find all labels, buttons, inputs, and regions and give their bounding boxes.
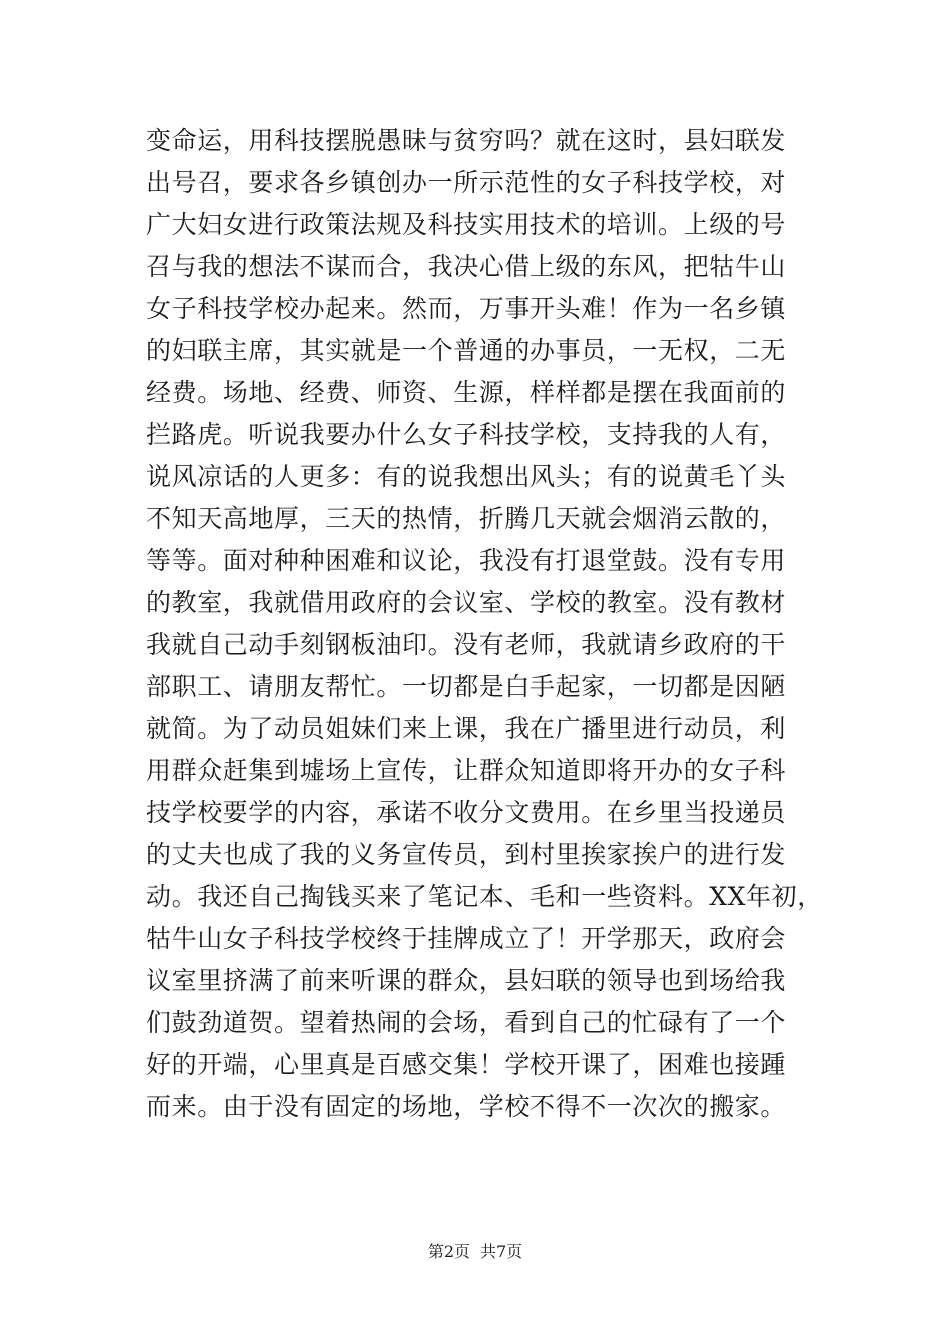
- text-line: 议室里挤满了前来听课的群众，县妇联的领导也到场给我: [146, 966, 787, 995]
- text-line: 不知天高地厚，三天的热情，折腾几天就会烟消云散的，: [146, 504, 787, 533]
- text-line: 广大妇女进行政策法规及科技实用技术的培训。上级的号: [146, 210, 787, 239]
- text-line: 牯牛山女子科技学校终于挂牌成立了！开学那天，政府会: [146, 924, 787, 953]
- page-number: 第2页: [427, 1242, 470, 1261]
- text-line: 说风凉话的人更多：有的说我想出风头；有的说黄毛丫头: [146, 462, 787, 491]
- text-line: 们鼓劲道贺。望着热闹的会场，看到自己的忙碌有了一个: [146, 1008, 787, 1037]
- text-line: 部职工、请朋友帮忙。一切都是白手起家，一切都是因陋: [146, 672, 787, 701]
- text-line: 经费。场地、经费、师资、生源，样样都是摆在我面前的: [146, 378, 787, 407]
- text-line: 好的开端，心里真是百感交集！学校开课了，困难也接踵: [146, 1050, 787, 1079]
- text-line: 的教室，我就借用政府的会议室、学校的教室。没有教材: [146, 588, 787, 617]
- text-line: 而来。由于没有固定的场地，学校不得不一次次的搬家。: [146, 1092, 787, 1121]
- text-line: 拦路虎。听说我要办什么女子科技学校，支持我的人有，: [146, 420, 787, 449]
- text-line: 我就自己动手刻钢板油印。没有老师，我就请乡政府的干: [146, 630, 787, 659]
- text-line: 等等。面对种种困难和议论，我没有打退堂鼓。没有专用: [146, 546, 787, 575]
- text-line: 女子科技学校办起来。然而，万事开头难！作为一名乡镇: [146, 294, 787, 323]
- document-body: [146, 120, 823, 1128]
- text-line: 变命运，用科技摆脱愚昧与贫穷吗？就在这时，县妇联发: [146, 126, 787, 155]
- text-line: 用群众赶集到墟场上宣传，让群众知道即将开办的女子科: [146, 756, 787, 785]
- text-line: 技学校要学的内容，承诺不收分文费用。在乡里当投递员: [146, 798, 787, 827]
- text-line: 的丈夫也成了我的义务宣传员，到村里挨家挨户的进行发: [146, 840, 787, 869]
- text-line: 出号召，要求各乡镇创办一所示范性的女子科技学校，对: [146, 168, 787, 197]
- text-line: 召与我的想法不谋而合，我决心借上级的东风，把牯牛山: [146, 252, 787, 281]
- text-line: 就简。为了动员姐妹们来上课，我在广播里进行动员，利: [146, 714, 787, 743]
- page-total: 共7页: [480, 1242, 523, 1261]
- page-footer: [0, 1240, 950, 1264]
- text-line: 动。我还自己掏钱买来了笔记本、毛和一些资料。XX年初，: [146, 882, 823, 911]
- text-line: 的妇联主席，其实就是一个普通的办事员，一无权，二无: [146, 336, 787, 365]
